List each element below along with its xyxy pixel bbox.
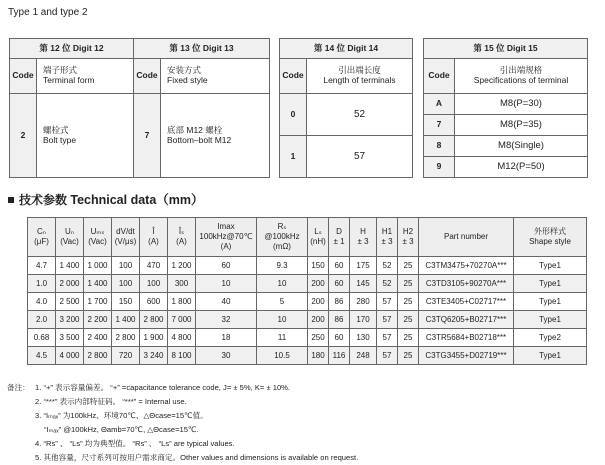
- cell-imax: 30: [196, 347, 257, 365]
- cell-un: 1 400: [56, 257, 84, 275]
- col-header-ls: Lₛ (nH): [308, 218, 329, 257]
- note-text: 1. “+” 表示容量偏差。 “+” =capacitance tolerance code, J= ± 5%, K= ± 10%.: [35, 383, 291, 392]
- cell-ums: 1 400: [84, 275, 112, 293]
- digit12-value-en: Bolt type: [43, 134, 77, 145]
- digit15-title-en: Specifications of terminal: [473, 75, 569, 85]
- bullet-square-icon: [8, 197, 14, 203]
- note-text: “Iₘₐₓ” @100kHz, Θamb=70℃, △Θcase=15℃.: [44, 425, 199, 434]
- col-header-shape: 外形样式 Shape style: [514, 218, 587, 257]
- cell-d: 60: [329, 329, 350, 347]
- digit15-value: M8(Single): [455, 136, 588, 157]
- cell-un: 4 000: [56, 347, 84, 365]
- cell-i: 2 800: [140, 311, 168, 329]
- cell-rs: 5: [257, 293, 308, 311]
- digit14-title-cn: 引出端长度: [338, 65, 381, 76]
- cell-is: 300: [168, 275, 196, 293]
- cell-is: 1 800: [168, 293, 196, 311]
- note-item: [7, 381, 358, 395]
- digit12-value: [37, 94, 134, 178]
- table-row: [28, 293, 587, 311]
- digit13-title-cn: 安装方式: [167, 65, 202, 76]
- digit12-header: 第 12 位 Digit 12: [10, 39, 134, 59]
- code-label: Code: [134, 59, 161, 94]
- cell-d: 116: [329, 347, 350, 365]
- cell-h2: 25: [398, 293, 419, 311]
- digit14-value: 52: [307, 94, 413, 136]
- cell-shape: Type2: [514, 329, 587, 347]
- cell-i: 3 240: [140, 347, 168, 365]
- cell-un: 2 500: [56, 293, 84, 311]
- note-text: 5. 其他容量，尺寸系列可按用户需求商定。Other values and dimensions is available on request.: [35, 453, 359, 462]
- cell-rs: 10: [257, 275, 308, 293]
- cell-d: 86: [329, 293, 350, 311]
- cell-h: 130: [350, 329, 377, 347]
- digit14-code: 0: [280, 94, 307, 136]
- cell-shape: Type1: [514, 257, 587, 275]
- cell-h: 175: [350, 257, 377, 275]
- cell-i: 1 900: [140, 329, 168, 347]
- section-title-types: Type 1 and type 2: [8, 7, 88, 18]
- digit12-value-cn: 螺栓式: [43, 124, 69, 135]
- col-header-is: Îₛ (A): [168, 218, 196, 257]
- note-text: 4. “Rs” 、 “Ls” 均为典型值。 “Rs” 、 “Ls” are typical values.: [35, 439, 235, 448]
- digit12-title-cn: 端子形式: [43, 65, 78, 76]
- cell-part-number: C3TE3405+C02717***: [419, 293, 514, 311]
- cell-ums: 2 200: [84, 311, 112, 329]
- technical-data-title-en: Technical data（mm）: [70, 193, 204, 207]
- cell-cn: 4.5: [28, 347, 56, 365]
- cell-cn: 0.68: [28, 329, 56, 347]
- table-row: [28, 257, 587, 275]
- digit13-header: 第 13 位 Digit 13: [134, 39, 270, 59]
- col-header-cn: Cₙ (μF): [28, 218, 56, 257]
- cell-ls: 250: [308, 329, 329, 347]
- cell-h2: 25: [398, 257, 419, 275]
- cell-part-number: C3TG3455+D02719***: [419, 347, 514, 365]
- digit12-13-table: [9, 38, 270, 178]
- cell-un: 2 000: [56, 275, 84, 293]
- cell-ls: 150: [308, 257, 329, 275]
- table-row: [28, 329, 587, 347]
- digit13-value-cn: 底部 M12 螺栓: [167, 124, 223, 135]
- code-label: Code: [424, 59, 455, 94]
- col-header-imax: Imax 100kHz@70℃ (A): [196, 218, 257, 257]
- cell-dvdt: 150: [112, 293, 140, 311]
- cell-dvdt: 2 800: [112, 329, 140, 347]
- digit14-table: [279, 38, 413, 178]
- cell-ls: 180: [308, 347, 329, 365]
- cell-d: 86: [329, 311, 350, 329]
- cell-cn: 4.7: [28, 257, 56, 275]
- tech-header-row: [28, 218, 587, 257]
- cell-imax: 40: [196, 293, 257, 311]
- note-item: [7, 409, 358, 423]
- digit15-code: 8: [424, 136, 455, 157]
- cell-h1: 57: [377, 293, 398, 311]
- cell-dvdt: 100: [112, 257, 140, 275]
- cell-is: 1 200: [168, 257, 196, 275]
- cell-i: 470: [140, 257, 168, 275]
- cell-rs: 9.3: [257, 257, 308, 275]
- col-header-rs: Rₛ @100kHz (mΩ): [257, 218, 308, 257]
- note-item: [7, 423, 358, 437]
- digit15-title: [455, 59, 588, 94]
- notes-label: 备注：: [7, 383, 30, 392]
- col-header-h2: H2 ± 3: [398, 218, 419, 257]
- digit15-value: M8(P=35): [455, 115, 588, 136]
- table-row: [28, 347, 587, 365]
- digit14-value: 57: [307, 136, 413, 178]
- col-header-i: Î (A): [140, 218, 168, 257]
- cell-ums: 1 000: [84, 257, 112, 275]
- cell-cn: 2.0: [28, 311, 56, 329]
- cell-imax: 10: [196, 275, 257, 293]
- digit15-code: A: [424, 94, 455, 115]
- cell-part-number: C3TM3475+70270A***: [419, 257, 514, 275]
- digit15-code: 7: [424, 115, 455, 136]
- digit12-code: 2: [10, 94, 37, 178]
- digit13-code: 7: [134, 94, 161, 178]
- note-item: [7, 451, 358, 465]
- cell-h1: 57: [377, 311, 398, 329]
- cell-is: 8 100: [168, 347, 196, 365]
- cell-h2: 25: [398, 311, 419, 329]
- cell-h: 170: [350, 311, 377, 329]
- digit15-header: 第 15 位 Digit 15: [424, 39, 588, 59]
- cell-cn: 4.0: [28, 293, 56, 311]
- cell-h1: 52: [377, 275, 398, 293]
- note-text: 2. “***” 表示内部特征码。 “***” = Internal use.: [35, 397, 187, 406]
- cell-rs: 10.5: [257, 347, 308, 365]
- cell-rs: 11: [257, 329, 308, 347]
- cell-shape: Type1: [514, 311, 587, 329]
- cell-h: 280: [350, 293, 377, 311]
- digit15-title-cn: 引出端规格: [499, 65, 543, 76]
- cell-ls: 200: [308, 311, 329, 329]
- cell-h1: 57: [377, 329, 398, 347]
- code-label: Code: [280, 59, 307, 94]
- cell-dvdt: 100: [112, 275, 140, 293]
- notes: [7, 381, 358, 465]
- cell-cn: 1.0: [28, 275, 56, 293]
- cell-ums: 2 400: [84, 329, 112, 347]
- cell-h1: 57: [377, 347, 398, 365]
- table-row: [28, 275, 587, 293]
- cell-imax: 60: [196, 257, 257, 275]
- digit12-title: [37, 59, 134, 94]
- digit13-title: [161, 59, 270, 94]
- technical-data-title: [8, 190, 204, 208]
- cell-imax: 18: [196, 329, 257, 347]
- col-header-dvdt: dV/dt (V/μs): [112, 218, 140, 257]
- digit15-code: 9: [424, 157, 455, 178]
- cell-i: 600: [140, 293, 168, 311]
- table-row: [28, 311, 587, 329]
- cell-part-number: C3TQ6205+B02717***: [419, 311, 514, 329]
- digit13-value: [161, 94, 270, 178]
- cell-part-number: C3TD3105+90270A***: [419, 275, 514, 293]
- digit14-code: 1: [280, 136, 307, 178]
- cell-dvdt: 720: [112, 347, 140, 365]
- cell-shape: Type1: [514, 347, 587, 365]
- cell-imax: 32: [196, 311, 257, 329]
- cell-is: 4 800: [168, 329, 196, 347]
- digit14-title: [307, 59, 413, 94]
- note-text: 3. “Iₘₐₓ” 为100kHz、环境70℃、△Θcase=15℃值。: [35, 411, 208, 420]
- digit15-value: M12(P=50): [455, 157, 588, 178]
- note-item: [7, 437, 358, 451]
- cell-h2: 25: [398, 347, 419, 365]
- digit14-header: 第 14 位 Digit 14: [280, 39, 413, 59]
- cell-un: 3 500: [56, 329, 84, 347]
- cell-h2: 25: [398, 275, 419, 293]
- cell-rs: 10: [257, 311, 308, 329]
- cell-un: 3 200: [56, 311, 84, 329]
- digit15-value: M8(P=30): [455, 94, 588, 115]
- cell-shape: Type1: [514, 293, 587, 311]
- col-header-ums: Uₘₛ (Vac): [84, 218, 112, 257]
- col-header-d: D ± 1: [329, 218, 350, 257]
- cell-is: 7 000: [168, 311, 196, 329]
- cell-ls: 200: [308, 293, 329, 311]
- technical-data-title-cn: 技术参数: [19, 193, 68, 207]
- cell-dvdt: 1 400: [112, 311, 140, 329]
- digit14-title-en: Length of terminals: [323, 75, 396, 85]
- cell-h2: 25: [398, 329, 419, 347]
- digit13-value-en: Bottom–bolt M12: [167, 134, 232, 145]
- cell-d: 60: [329, 257, 350, 275]
- cell-ums: 1 700: [84, 293, 112, 311]
- technical-data-table: [27, 217, 587, 365]
- cell-h: 248: [350, 347, 377, 365]
- cell-ls: 200: [308, 275, 329, 293]
- note-item: [7, 395, 358, 409]
- cell-h: 145: [350, 275, 377, 293]
- digit12-title-en: Terminal form: [43, 75, 95, 85]
- cell-d: 60: [329, 275, 350, 293]
- cell-i: 100: [140, 275, 168, 293]
- cell-shape: Type1: [514, 275, 587, 293]
- code-label: Code: [10, 59, 37, 94]
- col-header-un: Uₙ (Vac): [56, 218, 84, 257]
- cell-ums: 2 800: [84, 347, 112, 365]
- cell-part-number: C3TR5684+B02718***: [419, 329, 514, 347]
- col-header-h: H ± 3: [350, 218, 377, 257]
- digit15-table: [423, 38, 588, 178]
- digit13-title-en: Fixed style: [167, 75, 208, 85]
- col-header-part: Part number: [419, 218, 514, 257]
- cell-h1: 52: [377, 257, 398, 275]
- col-header-h1: H1 ± 3: [377, 218, 398, 257]
